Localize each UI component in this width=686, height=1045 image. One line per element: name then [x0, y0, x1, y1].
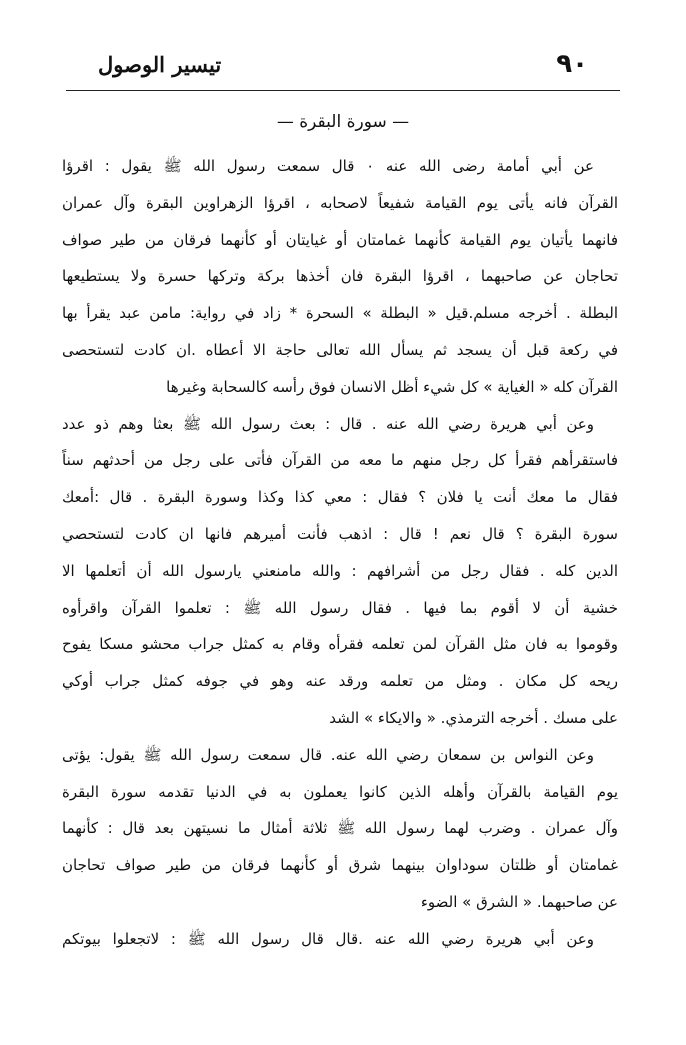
- text-line: وعن النواس بن سمعان رضي الله عنه. قال سمعت رسول الله ﷺ يقول: يؤتى: [62, 745, 594, 764]
- text-line: وعن أبي هريرة رضي الله عنه . قال : بعث رسول الله ﷺ بعثا وهم ذو عدد: [62, 414, 594, 433]
- body-text: [62, 148, 618, 958]
- header-rule: [66, 90, 620, 91]
- text-line: فقال ما معك أنت يا فلان ؟ فقال : معي كذا وكذا وسورة البقرة . قال :أمعك: [62, 488, 618, 507]
- surah-heading: — سورة البقرة —: [276, 112, 410, 132]
- text-line: عن صاحبهما. « الشرق » الضوء: [420, 892, 618, 911]
- text-line: فانهما يأتيان يوم القيامة كأنهما غمامتان أو غيايتان أو كأنهما فرقان من طير صواف: [62, 230, 618, 249]
- text-line: غمامتان أو ظلتان سوداوان بينهما شرق أو كأنهما فرقان من طير صواف تحاجان: [62, 856, 618, 875]
- text-line: في ركعة قبل أن يسجد ثم يسأل الله تعالى حاجة الا أعطاه .ان كادت لتستحصى: [62, 340, 618, 359]
- text-line: تحاجان عن صاحبهما ، اقرؤا البقرة فان أخذها بركة وتركها حسرة ولا يستطيعها: [62, 267, 618, 286]
- text-line: وقوموا به فان مثل القرآن لمن تعلمه فقرأه وقام به كمثل جراب محشو مسكا يفوح: [62, 635, 618, 654]
- text-line: القرآن كله « الغياية » كل شيء أظل الانسان فوق رأسه كالسحابة وغيرها: [166, 377, 618, 396]
- text-line: فاستقرأهم فقرأ كل رجل منهم ما معه من القرآن فأتى على رجل من أحدثهم سناً: [62, 451, 618, 470]
- page-header: [98, 46, 588, 82]
- text-line: القرآن فانه يأتى يوم القيامة شفيعاً لاصحابه ، اقرؤا الزهراوين البقرة وآل عمران: [62, 193, 618, 212]
- running-title: تيسير الوصول: [98, 51, 222, 77]
- text-line: عن أبي أمامة رضى الله عنه ٠ قال سمعت رسول الله ﷺ يقول : اقرؤا: [62, 157, 595, 175]
- text-line: الدين كله . فقال رجل من أشرافهم : والله مامنعني يارسول الله أن أتعلمها الا: [62, 561, 618, 580]
- text-line: يوم القيامة بالقرآن وأهله الذين كانوا يعملون به في الدنيا تقدمه سورة البقرة: [62, 782, 618, 801]
- text-line: على مسك . أخرجه الترمذي. « والايكاء » الشد: [329, 708, 618, 727]
- page-number: ٩٠: [556, 49, 588, 79]
- text-line: ريحه كل مكان . ومثل من تعلمه ورقد عنه وهو في جوفه كمثل جراب أوكي: [62, 672, 618, 691]
- text-line: وعن أبي هريرة رضي الله عنه .قال قال رسول الله ﷺ : لاتجعلوا بيوتكم: [62, 929, 594, 948]
- text-line: سورة البقرة ؟ قال نعم ! قال : اذهب فأنت أميرهم فانها ان كادت لتستحصي: [62, 524, 618, 543]
- text-line: البطلة . أخرجه مسلم.قيل « البطلة » السحرة * زاد في رواية: مامن عبد يقرأ بها: [62, 304, 618, 323]
- text-line: خشية أن لا أقوم بما فيها . فقال رسول الله ﷺ : تعلموا القرآن واقرأوه: [62, 598, 618, 617]
- text-line: وآل عمران . وضرب لهما رسول الله ﷺ ثلاثة أمثال ما نسيتهن بعد قال : كأنهما: [62, 819, 618, 838]
